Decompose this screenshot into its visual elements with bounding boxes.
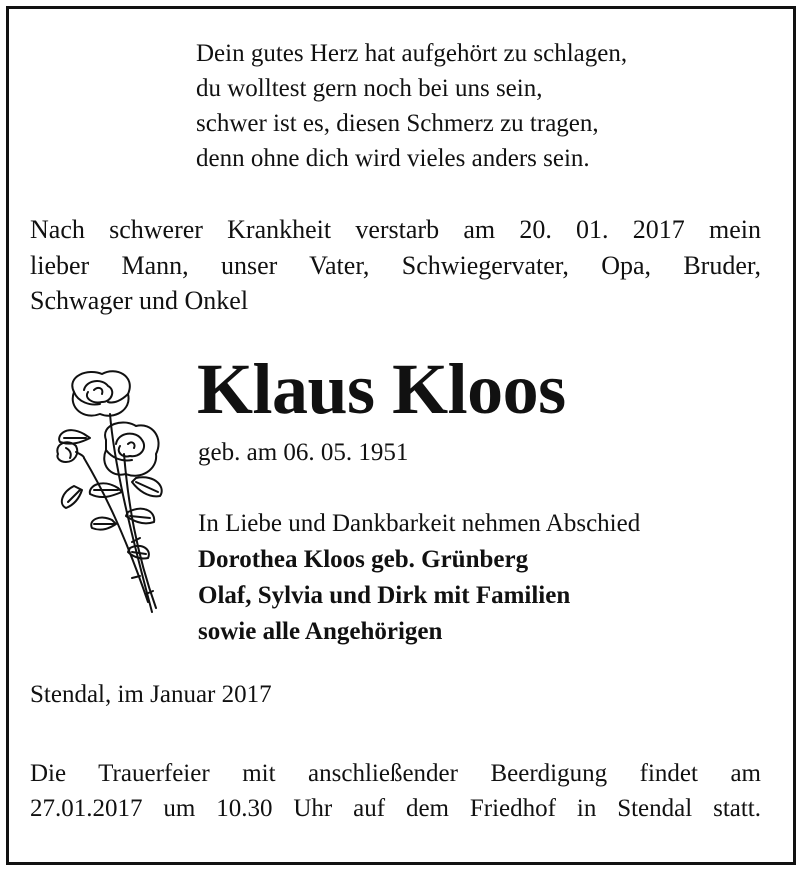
announcement-line: Schwager und Onkel (30, 286, 249, 315)
announcement-line: Nach schwerer Krankheit verstarb am 20. 01. 2017 mein (30, 215, 761, 244)
funeral-notice (30, 756, 761, 826)
rose-icon (44, 362, 174, 624)
funeral-line: Die Trauerfeier mit anschließender Beerdigung findet am (30, 760, 761, 787)
birth-date: geb. am 06. 05. 1951 (198, 439, 409, 466)
death-announcement (30, 212, 761, 319)
poem-line: schwer ist es, diesen Schmerz zu tragen, (196, 110, 599, 137)
farewell-block (198, 506, 640, 650)
farewell-intro: In Liebe und Dankbarkeit nehmen Abschied (198, 510, 641, 537)
poem-line: Dein gutes Herz hat aufgehört zu schlagen, (196, 40, 628, 67)
announcement-line: lieber Mann, unser Vater, Schwiegervater, Opa, Bruder, (30, 250, 761, 280)
deceased-name: Klaus Kloos (197, 349, 566, 429)
poem-line: du wolltest gern noch bei uns sein, (196, 75, 543, 102)
mourner-line: Olaf, Sylvia und Dirk mit Familien (198, 582, 571, 609)
memorial-poem (196, 36, 627, 176)
mourner-line: Dorothea Kloos geb. Grünberg (198, 546, 529, 573)
poem-line: denn ohne dich wird vieles anders sein. (196, 145, 590, 172)
mourner-line: sowie alle Angehörigen (198, 618, 443, 645)
funeral-line: 27.01.2017 um 10.30 Uhr auf dem Friedhof in Stendal statt. (30, 795, 761, 822)
place-and-date: Stendal, im Januar 2017 (30, 681, 272, 708)
